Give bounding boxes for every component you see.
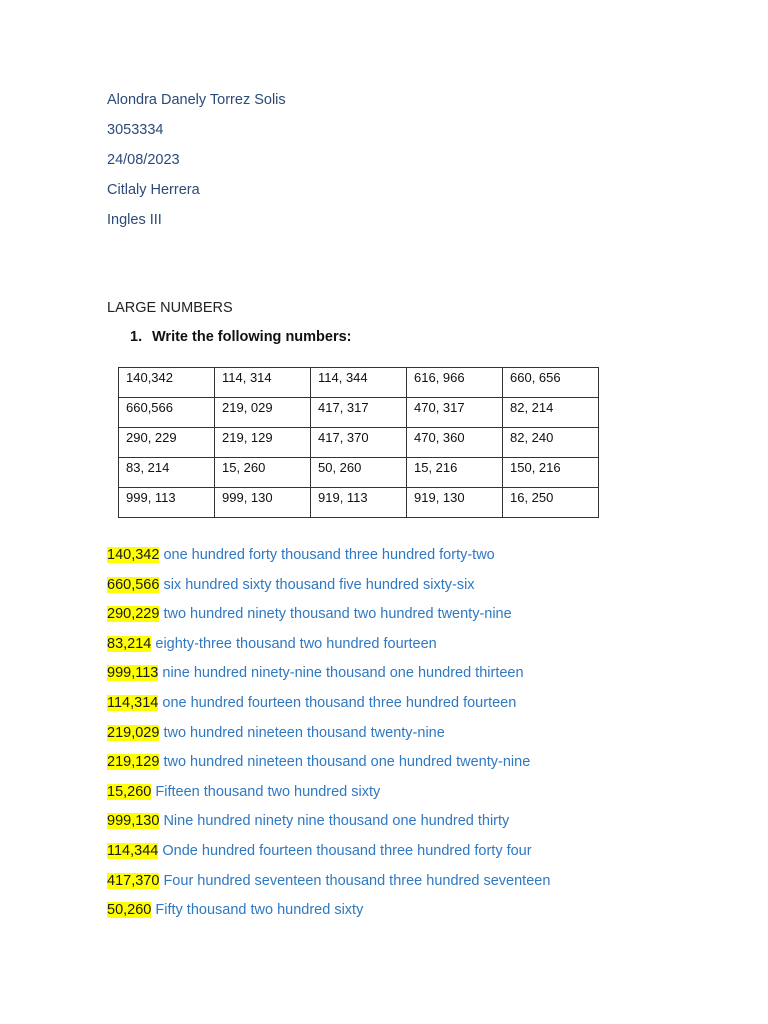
number-in-words: Onde hundred fourteen thousand three hundred forty four: [162, 842, 532, 859]
table-cell: 417, 370: [311, 428, 407, 458]
number-in-words: Fifty thousand two hundred sixty: [155, 902, 364, 919]
highlighted-number: 114,314: [107, 694, 159, 711]
table-cell: 15, 260: [215, 458, 311, 488]
table-cell: 82, 240: [503, 428, 599, 458]
teacher-name: Citlaly Herrera: [107, 182, 200, 198]
table-cell: 16, 250: [503, 488, 599, 518]
numbers-table-body: [119, 368, 599, 518]
number-in-words: nine hundred ninety-nine thousand one hundred thirteen: [162, 665, 524, 682]
table-cell: 660,566: [119, 398, 215, 428]
highlighted-number: 50,260: [107, 902, 152, 919]
highlighted-number: 417,370: [107, 872, 160, 889]
table-cell: 470, 317: [407, 398, 503, 428]
table-cell: 999, 130: [215, 488, 311, 518]
answer-line: [107, 871, 550, 901]
student-id: 3053334: [107, 122, 164, 138]
table-cell: 150, 216: [503, 458, 599, 488]
answers-list: [107, 545, 550, 930]
number-in-words: Fifteen thousand two hundred sixty: [155, 783, 381, 800]
table-cell: 82, 214: [503, 398, 599, 428]
table-cell: 50, 260: [311, 458, 407, 488]
exercise-instruction: [130, 327, 352, 347]
student-info: [107, 90, 286, 240]
highlighted-number: 290,229: [107, 606, 160, 623]
highlighted-number: 15,260: [107, 783, 152, 800]
number-in-words: eighty-three thousand two hundred fourteen: [155, 635, 437, 652]
exercise-number: 1.: [130, 329, 143, 345]
highlighted-number: 999,113: [107, 665, 159, 682]
table-row: [119, 458, 599, 488]
table-cell: 83, 214: [119, 458, 215, 488]
highlighted-number: 219,029: [107, 724, 160, 741]
table-cell: 114, 344: [311, 368, 407, 398]
table-cell: 616, 966: [407, 368, 503, 398]
document-date: 24/08/2023: [107, 152, 180, 168]
number-in-words: two hundred ninety thousand two hundred twenty-nine: [163, 606, 512, 623]
answer-line: [107, 782, 550, 812]
answer-line: [107, 604, 550, 634]
number-in-words: two hundred nineteen thousand one hundred twenty-nine: [163, 754, 531, 771]
section-title: LARGE NUMBERS: [107, 300, 233, 316]
table-cell: 290, 229: [119, 428, 215, 458]
answer-line: [107, 545, 550, 575]
answer-line: [107, 841, 550, 871]
table-row: [119, 368, 599, 398]
number-in-words: six hundred sixty thousand five hundred sixty-six: [163, 576, 475, 593]
answer-line: [107, 811, 550, 841]
exercise-text: Write the following numbers:: [152, 329, 352, 345]
highlighted-number: 219,129: [107, 754, 160, 771]
table-row: [119, 428, 599, 458]
highlighted-number: 999,130: [107, 813, 160, 830]
answer-line: [107, 723, 550, 753]
number-in-words: two hundred nineteen thousand twenty-nine: [163, 724, 445, 741]
answer-line: [107, 752, 550, 782]
answer-line: [107, 575, 550, 605]
highlighted-number: 140,342: [107, 547, 160, 563]
table-cell: 919, 130: [407, 488, 503, 518]
table-cell: 999, 113: [119, 488, 215, 518]
table-cell: 660, 656: [503, 368, 599, 398]
number-in-words: one hundred fourteen thousand three hundred fourteen: [162, 694, 517, 711]
table-cell: 219, 129: [215, 428, 311, 458]
student-name: Alondra Danely Torrez Solis: [107, 92, 286, 108]
answer-line: [107, 693, 550, 723]
number-in-words: Nine hundred ninety nine thousand one hundred thirty: [163, 813, 510, 830]
number-in-words: one hundred forty thousand three hundred forty-two: [163, 547, 495, 563]
table-cell: 219, 029: [215, 398, 311, 428]
answer-line: [107, 634, 550, 664]
course-name: Ingles III: [107, 212, 162, 228]
table-cell: 470, 360: [407, 428, 503, 458]
table-cell: 919, 113: [311, 488, 407, 518]
table-cell: 140,342: [119, 368, 215, 398]
table-row: [119, 488, 599, 518]
answer-line: [107, 900, 550, 930]
table-cell: 417, 317: [311, 398, 407, 428]
highlighted-number: 83,214: [107, 635, 152, 652]
table-cell: 15, 216: [407, 458, 503, 488]
table-cell: 114, 314: [215, 368, 311, 398]
highlighted-number: 660,566: [107, 576, 160, 593]
highlighted-number: 114,344: [107, 842, 159, 859]
table-row: [119, 398, 599, 428]
answer-line: [107, 663, 550, 693]
numbers-table: [118, 367, 599, 518]
number-in-words: Four hundred seventeen thousand three hundred seventeen: [163, 872, 551, 889]
